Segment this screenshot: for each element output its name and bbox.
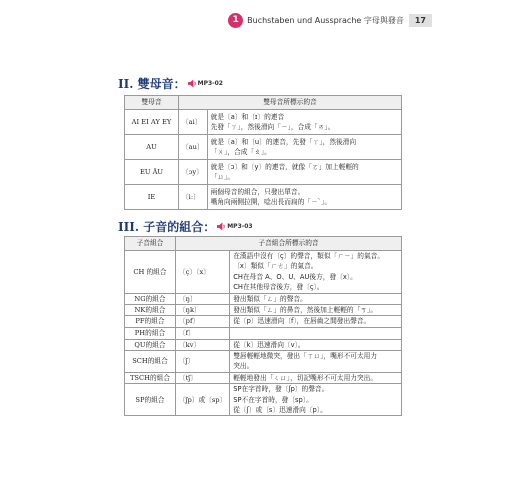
description-line: 從〔p〕迅速滑向〔f〕，在唇齒之間發出聲音。	[233, 317, 371, 326]
letters-cell: CH 的組合	[125, 251, 176, 294]
ipa-cell: 〔au〕	[179, 135, 208, 160]
letters-cell: IE	[125, 185, 179, 210]
description-line: 在漢語中沒有〔ç〕的聲音，類似「ㄏㄧ」的氣音。	[233, 252, 385, 260]
description-line: 〔x〕類似「ㄏㄜ」的氣音。	[233, 262, 318, 271]
speaker-icon[interactable]	[217, 222, 226, 231]
description-cell	[230, 339, 402, 350]
table-row	[125, 251, 402, 294]
chapter-number-badge: 1	[228, 13, 243, 28]
letters-cell: AI EI AY EY	[125, 110, 179, 135]
description-cell	[230, 384, 402, 416]
ipa-cell: 〔ʃ〕	[176, 351, 230, 373]
description-line: SP在字首時，發〔ʃp〕的聲音。	[233, 385, 329, 394]
letters-cell: QU的組合	[125, 339, 176, 350]
ipa-cell: 〔ŋk〕	[176, 304, 230, 315]
description-line: 就是〔a〕和〔u〕的連音，先發「ㄚ」，然後滑向	[210, 137, 357, 146]
section-2-title: II. 雙母音：	[118, 77, 186, 91]
description-line: 輕輕地發出「ㄑㄩ」，切記嘴形不可太用力突出。	[233, 373, 378, 382]
ipa-cell: 〔ai〕	[179, 110, 208, 135]
description-cell	[230, 351, 402, 373]
ipa-cell: 〔kv〕	[176, 339, 230, 350]
chapter-title: Buchstaben und Aussprache 字母與發音	[247, 15, 404, 25]
description-cell	[230, 293, 402, 304]
ipa-cell: 〔pf〕	[176, 316, 230, 327]
letters-cell: AU	[125, 135, 179, 160]
ipa-cell: 〔f〕	[176, 327, 230, 339]
section-3-title: III. 子音的組合：	[118, 220, 216, 234]
letters-cell: SCH的組合	[125, 351, 176, 373]
description-line: CH在其他母音後方，發〔ç〕。	[233, 283, 324, 292]
audio-track-label: MP3-03	[227, 223, 253, 230]
description-cell	[230, 327, 402, 339]
table-row	[125, 327, 402, 339]
table-row	[125, 316, 402, 327]
diphthong-table	[124, 95, 402, 210]
table-row	[125, 351, 402, 373]
description-line: 突出。	[233, 362, 254, 371]
description-line: 雙唇輕輕地微突，發出「ㄒㄩ」，嘴形不可太用力	[233, 352, 378, 360]
description-cell	[230, 251, 402, 294]
description-line: 從〔k〕迅速滑向〔v〕。	[233, 340, 305, 349]
description-cell	[207, 160, 401, 185]
table-row	[125, 135, 402, 160]
letters-cell: PF的組合	[125, 316, 176, 327]
column-header: 雙母音所標示的音	[179, 96, 402, 110]
letters-cell: PH的組合	[125, 327, 176, 339]
description-line: 從〔ʃ〕或〔s〕迅速滑向〔p〕。	[233, 405, 327, 414]
speaker-icon[interactable]	[188, 79, 197, 88]
letters-cell: NG的組合	[125, 293, 176, 304]
audio-track-label: MP3-02	[197, 80, 223, 87]
description-cell	[207, 185, 401, 210]
ipa-cell: 〔iː〕	[179, 185, 208, 210]
description-cell	[207, 135, 401, 160]
description-line: 先發「ㄚ」，然後滑向「ㄧ」，合成「ㄞ」。	[210, 123, 335, 131]
letters-cell: EU ÄU	[125, 160, 179, 185]
letters-cell: NK的組合	[125, 304, 176, 315]
ipa-cell: 〔ŋ〕	[176, 293, 230, 304]
table-row	[125, 339, 402, 350]
description-line: 就是〔ɔ〕和〔y〕的連音，就像「ㄛ」加上輕輕的	[210, 162, 359, 171]
description-line: SP不在字首時，發〔sp〕。	[233, 395, 313, 404]
description-line: CH在母音 A、O、U、AU後方，發〔x〕。	[233, 272, 357, 281]
description-cell	[207, 110, 401, 135]
section-2-heading	[118, 75, 223, 92]
description-line: 就是〔a〕和〔ɪ〕的連音	[210, 112, 285, 121]
description-line: 發出類似「ㄥ」的鼻音，然後加上輕輕的「ㄎ」。	[233, 305, 378, 314]
page-header	[0, 8, 520, 32]
table-row	[125, 304, 402, 315]
column-header: 子音組合所標示的音	[176, 237, 402, 251]
description-line: 發出類似「ㄥ」的聲音。	[233, 294, 307, 303]
table-row	[125, 110, 402, 135]
description-cell	[230, 372, 402, 383]
description-line: 嘴角向兩側拉開，唸出長而扁的「ㄧˋ」。	[210, 198, 332, 206]
column-header: 子音組合	[125, 237, 176, 251]
ipa-cell: 〔ʃp〕或〔sp〕	[176, 384, 230, 416]
table-row	[125, 384, 402, 416]
description-cell	[230, 316, 402, 327]
table-header-row	[125, 237, 402, 251]
letters-cell: SP的組合	[125, 384, 176, 416]
table-header-row	[125, 96, 402, 110]
ipa-cell: 〔ç〕〔x〕	[176, 251, 230, 294]
section-3-heading	[118, 218, 253, 235]
table-row	[125, 293, 402, 304]
ipa-cell: 〔ɔy〕	[179, 160, 208, 185]
page-number: 17	[409, 14, 432, 27]
table-row	[125, 185, 402, 210]
column-header: 雙母音	[125, 96, 179, 110]
letters-cell: TSCH的組合	[125, 372, 176, 383]
table-row	[125, 372, 402, 383]
description-cell	[230, 304, 402, 315]
description-line: 「ㄨ」，合成「ㄠ」。	[210, 148, 271, 156]
consonant-combination-table	[124, 236, 402, 416]
ipa-cell: 〔tʃ〕	[176, 372, 230, 383]
table-row	[125, 160, 402, 185]
description-line: 兩個母音的組合，只發出單音。	[210, 187, 305, 196]
description-line: 「ㄩ」。	[210, 173, 235, 181]
